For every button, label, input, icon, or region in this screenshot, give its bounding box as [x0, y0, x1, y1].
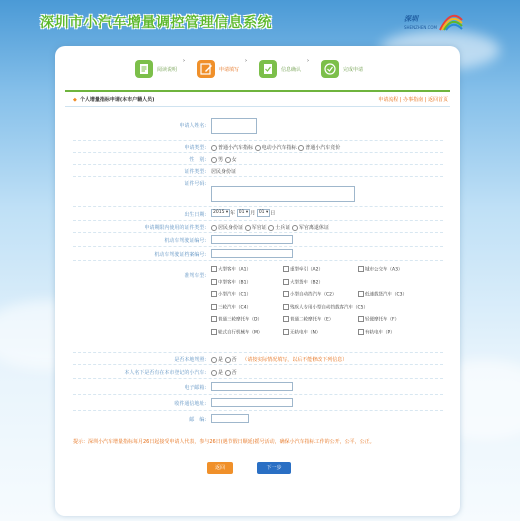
document-icon: [135, 60, 153, 78]
step-label: 信息确认: [281, 67, 302, 73]
checkbox[interactable]: [358, 316, 364, 322]
vehicle-type-label: 准驾车型:: [184, 273, 206, 279]
local-license-label: 是否本地驾照:: [174, 357, 206, 363]
local-license-option: 否: [231, 357, 237, 363]
back-button[interactable]: 返回: [207, 462, 233, 474]
id-number-input[interactable]: [211, 186, 355, 202]
checkbox[interactable]: [211, 279, 217, 285]
checkbox[interactable]: [283, 329, 289, 335]
chevron-right-icon: ›: [183, 58, 185, 64]
vehicle-type-label-text: 无轨电车（N）: [290, 330, 321, 335]
form-row-license: [73, 232, 443, 247]
vehicle-type-option[interactable]: [211, 266, 251, 273]
vehicle-type-option[interactable]: [211, 291, 251, 298]
birth-day-select[interactable]: 01 ▾: [258, 210, 269, 215]
form-row-license-file: [73, 246, 443, 261]
vehicle-type-option[interactable]: [358, 291, 407, 298]
vehicle-type-option[interactable]: [283, 316, 333, 323]
name-input[interactable]: [211, 118, 257, 134]
local-license-option: 是: [218, 357, 224, 363]
contact-id-type-label: 申请期限内使用的证件类型:: [144, 225, 206, 231]
form-row-id-number: [73, 176, 443, 207]
birth-year-select[interactable]: 2015 ▾: [213, 210, 229, 215]
checkbox[interactable]: [283, 316, 289, 322]
vehicle-type-option[interactable]: [283, 304, 368, 311]
radio-button[interactable]: [292, 225, 298, 231]
radio-button[interactable]: [211, 157, 217, 163]
form-row-name: [73, 108, 443, 141]
vehicle-type-label-text: 大型货车（B2）: [290, 280, 323, 285]
checkbox[interactable]: [283, 266, 289, 272]
vehicle-type-label-text: 小型自动挡汽车（C2）: [290, 292, 337, 298]
form-row-postcode: [73, 410, 443, 434]
radio-button[interactable]: [211, 225, 217, 231]
birth-month-value: 01: [238, 210, 245, 215]
app-title: 深圳市小汽车增量调控管理信息系统: [40, 15, 272, 31]
vehicle-type-option[interactable]: [358, 316, 399, 323]
radio-button[interactable]: [245, 225, 251, 231]
apply-type-option: 普通小汽车指标: [218, 145, 254, 151]
vehicle-type-label-text: 普通二轮摩托车（E）: [290, 317, 334, 323]
vehicle-type-label-text: 小型汽车（C1）: [218, 292, 252, 298]
email-label: 电子邮箱:: [184, 385, 206, 391]
vehicle-type-option[interactable]: [211, 304, 251, 311]
next-button[interactable]: 下一步: [257, 462, 291, 474]
vehicle-type-label-text: 轮式自行机械车（M）: [218, 330, 263, 335]
apply-type-option: 普通小汽车竞价: [305, 145, 341, 151]
vehicle-type-option[interactable]: [358, 266, 402, 273]
section-title-text: 个人增量指标申请(本市户籍人员): [79, 97, 155, 103]
vehicle-type-label-text: 普通三轮摩托车（D）: [218, 317, 262, 323]
vehicle-type-option[interactable]: [283, 279, 323, 286]
site-logo[interactable]: [400, 12, 466, 36]
birth-day-value: 01: [258, 210, 265, 215]
license-label: 机动车驾驶证编号:: [164, 238, 206, 244]
radio-button[interactable]: [225, 157, 231, 163]
birth-date-label: 出生日期:: [184, 212, 206, 218]
divider: [65, 106, 450, 107]
vehicle-type-option[interactable]: [211, 329, 262, 336]
checkbox[interactable]: [358, 291, 364, 297]
step-label: 申请填写: [219, 67, 240, 73]
section-title: [73, 96, 154, 103]
contact-id-option: 居民身份证: [218, 225, 244, 231]
edit-icon: [197, 60, 215, 78]
form-row-own-car: [73, 364, 443, 379]
apply-type-option: 电动小汽车指标: [261, 145, 297, 151]
vehicle-type-option[interactable]: [283, 266, 323, 273]
checkbox[interactable]: [358, 329, 364, 335]
vehicle-type-label-text: 大型客车（A1）: [218, 267, 251, 273]
link-separator: |: [424, 97, 427, 103]
id-number-label: 证件号码:: [184, 181, 206, 187]
birth-year-unit: 年: [230, 210, 236, 217]
vehicle-type-label-text: 有轨电车（P）: [365, 330, 395, 335]
vehicle-type-option[interactable]: [211, 316, 262, 323]
contact-id-option: 军官证: [251, 225, 267, 231]
contact-id-option: 军官离退休证: [298, 225, 329, 231]
id-type-label: 证件类型:: [184, 169, 206, 175]
notice-text: 提示：深圳小汽车增量指标每月26日起接受申请人代表，参与26日(遇节假日顺延)摇号活动，确保小汽车指标工作的公开，公平，公正。: [73, 439, 375, 445]
own-car-label: 本人名下是否有在本市登记的小汽车:: [124, 370, 206, 376]
radio-button[interactable]: [225, 357, 231, 363]
logo-subtext: SHENZHEN.COM: [404, 25, 437, 30]
local-license-hint: （请按实际情况填写，以后不能修改下列信息）: [242, 357, 348, 363]
divider: [65, 90, 450, 92]
contact-id-option: 士兵证: [275, 225, 291, 231]
step-label: 完成申请: [343, 67, 364, 73]
gender-option: 女: [231, 157, 237, 163]
vehicle-type-option[interactable]: [283, 291, 337, 298]
top-links: [378, 96, 448, 103]
main-panel: [55, 46, 460, 516]
form-row-address: [73, 394, 443, 411]
gender-label: 性 别:: [189, 157, 206, 163]
radio-button[interactable]: [211, 145, 217, 151]
email-input[interactable]: [211, 382, 293, 391]
checkbox[interactable]: [358, 266, 364, 272]
name-label: 申请人姓名:: [179, 123, 206, 129]
birth-year-value: 2015: [213, 210, 225, 215]
birth-month-select[interactable]: 01 ▾: [238, 210, 249, 215]
apply-type-label: 申请类型:: [184, 145, 206, 151]
radio-button[interactable]: [255, 145, 261, 151]
vehicle-type-label-text: 城市公交车（A3）: [365, 267, 403, 273]
license-input[interactable]: [211, 235, 293, 244]
vehicle-type-label-text: 中型客车（B1）: [218, 280, 251, 285]
checkbox[interactable]: [211, 304, 217, 310]
complete-icon: [321, 60, 339, 78]
chevron-right-icon: ›: [307, 58, 309, 64]
checkbox[interactable]: [211, 316, 217, 322]
vehicle-type-option[interactable]: [283, 329, 320, 336]
radio-button[interactable]: [211, 357, 217, 363]
rainbow-icon: [438, 12, 464, 32]
step-label: 阅读说明: [157, 67, 178, 73]
id-type-value: 居民身份证: [211, 169, 237, 175]
birth-day-unit: 日: [270, 210, 276, 217]
check-document-icon: [259, 60, 277, 78]
form-row-birth-date: [73, 206, 443, 221]
checkbox[interactable]: [211, 329, 217, 335]
checkbox[interactable]: [283, 279, 289, 285]
vehicle-type-option[interactable]: [358, 329, 395, 336]
address-label: 收件通信地址:: [174, 401, 206, 407]
link-apply-flow[interactable]: 申请流程: [378, 97, 399, 103]
link-separator: |: [399, 97, 402, 103]
license-file-input[interactable]: [211, 249, 293, 258]
license-file-label: 机动车驾驶证档案编号:: [154, 252, 206, 258]
own-car-option: 是: [218, 370, 224, 376]
link-guide[interactable]: 办事指南: [403, 97, 424, 103]
radio-button[interactable]: [298, 145, 304, 151]
checkbox[interactable]: [283, 291, 289, 297]
radio-button[interactable]: [225, 370, 231, 376]
vehicle-type-label-text: 低速载货汽车（C3）: [365, 292, 408, 298]
form-row-vehicle-type: [73, 260, 443, 353]
gender-option: 男: [218, 157, 224, 163]
checkbox[interactable]: [283, 304, 289, 310]
vehicle-type-label-text: 残疾人专用小型自动挡载客汽车（C5）: [290, 305, 369, 310]
vehicle-type-option[interactable]: [211, 279, 251, 286]
logo-text: 深圳: [404, 15, 418, 23]
radio-button[interactable]: [268, 225, 274, 231]
checkbox[interactable]: [211, 266, 217, 272]
address-input[interactable]: [211, 398, 293, 407]
birth-month-unit: 月: [250, 210, 256, 217]
vehicle-type-label-text: 重型牵引（A2）: [290, 267, 323, 273]
vehicle-type-label-text: 三轮汽车（C4）: [218, 305, 252, 310]
chevron-right-icon: ›: [245, 58, 247, 64]
own-car-option: 否: [231, 370, 237, 376]
radio-button[interactable]: [211, 370, 217, 376]
postcode-label: 邮 编:: [189, 417, 206, 423]
link-home[interactable]: 返回首页: [427, 97, 448, 103]
postcode-input[interactable]: [211, 414, 249, 423]
vehicle-type-label-text: 轻便摩托车（F）: [365, 317, 400, 323]
checkbox[interactable]: [211, 291, 217, 297]
form-row-email: [73, 378, 443, 395]
bullet-icon: ◆: [73, 97, 77, 103]
